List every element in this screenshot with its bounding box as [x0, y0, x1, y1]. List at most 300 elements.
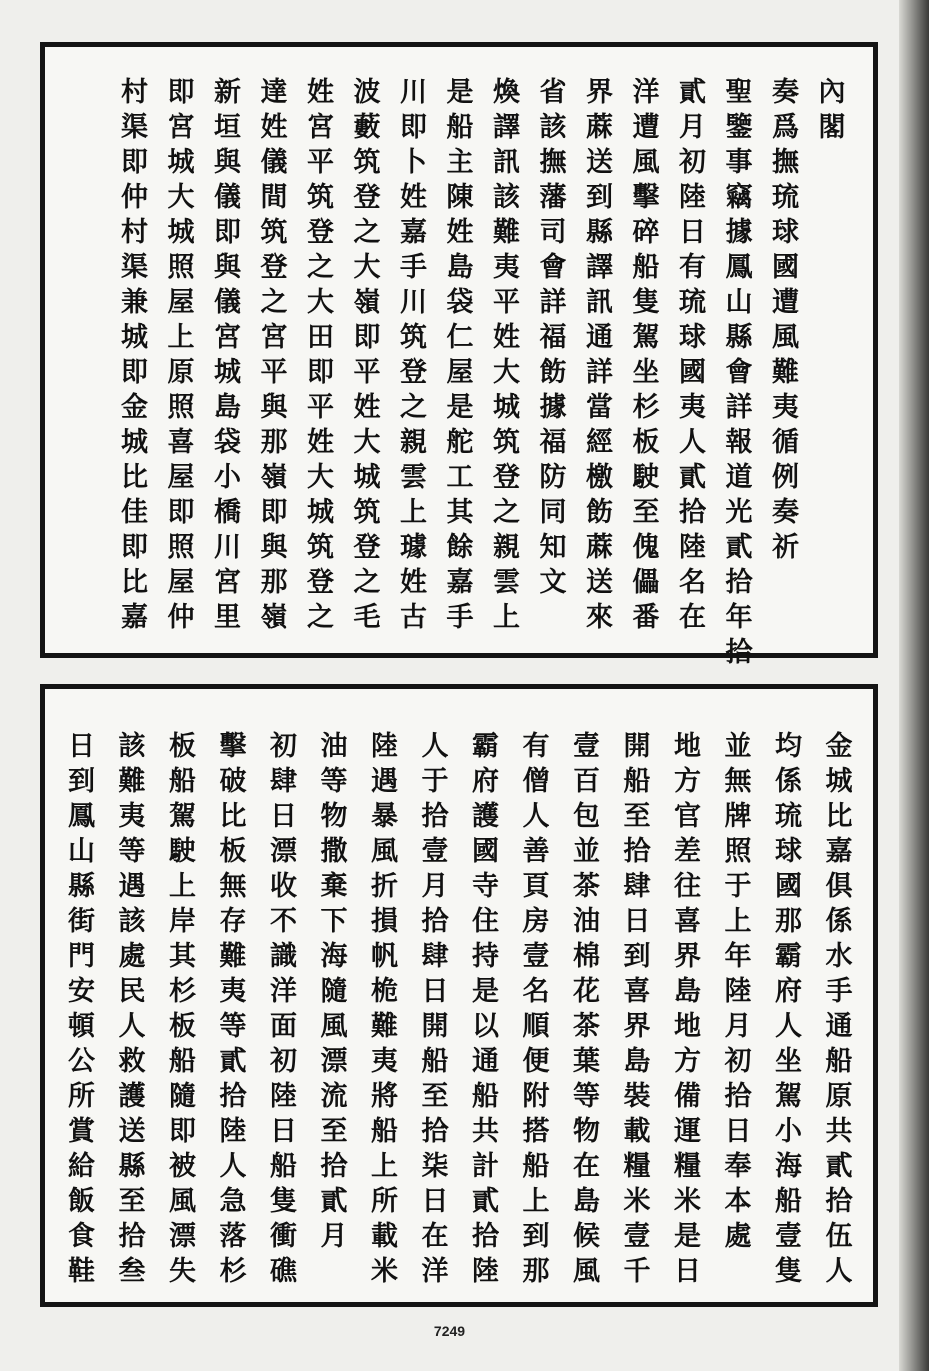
glyph: 隻: [775, 1256, 802, 1287]
glyph: 喜: [167, 427, 195, 458]
glyph: 手: [825, 976, 853, 1007]
text-column: [583, 75, 617, 635]
glyph: 煥: [493, 77, 520, 108]
glyph: 洋: [270, 976, 297, 1007]
glyph: 到: [623, 941, 651, 972]
glyph: 開: [623, 731, 651, 762]
glyph: 年: [725, 602, 753, 633]
glyph: 報: [725, 427, 753, 458]
glyph: 日: [68, 731, 95, 762]
glyph: 島: [214, 392, 241, 423]
glyph: 大: [493, 357, 520, 388]
glyph: 上: [522, 1186, 550, 1217]
glyph: 杉: [169, 976, 196, 1007]
glyph: 霸: [472, 731, 499, 762]
glyph: 上: [167, 322, 195, 353]
glyph: 府: [775, 976, 802, 1007]
text-column: [490, 75, 524, 635]
glyph: 筑: [353, 147, 381, 178]
glyph: 之: [493, 497, 520, 528]
glyph: 通: [825, 1011, 853, 1042]
glyph: 與: [260, 532, 288, 563]
glyph: 奉: [724, 1151, 752, 1182]
glyph: 那: [775, 906, 802, 937]
glyph: 筑: [353, 497, 381, 528]
text-column: [671, 729, 705, 1289]
glyph: 即: [353, 322, 381, 353]
glyph: 即: [121, 532, 148, 563]
glyph: 大: [353, 252, 381, 283]
glyph: 拾: [472, 1221, 499, 1252]
glyph: 福: [539, 427, 567, 458]
glyph: 該: [118, 731, 146, 762]
glyph: 縣: [725, 322, 753, 353]
glyph: 初: [679, 147, 706, 178]
glyph: 船: [522, 1151, 550, 1182]
glyph: 杉: [219, 1256, 247, 1287]
glyph: 等: [573, 1081, 600, 1112]
glyph: 所: [68, 1081, 95, 1112]
glyph: 貳: [320, 1186, 348, 1217]
glyph: 將: [371, 1081, 398, 1112]
glyph: 載: [371, 1221, 398, 1252]
glyph: 拾: [679, 497, 706, 528]
glyph: 日: [724, 1116, 752, 1147]
glyph: 姓: [307, 427, 334, 458]
text-column: [115, 729, 149, 1289]
glyph: 福: [539, 322, 567, 353]
glyph: 飭: [539, 357, 567, 388]
glyph: 頁: [522, 871, 550, 902]
glyph: 嘉: [825, 836, 853, 867]
glyph: 候: [573, 1221, 600, 1252]
glyph: 風: [320, 1011, 348, 1042]
glyph: 肆: [270, 766, 297, 797]
glyph: 壹: [421, 836, 449, 867]
glyph: 人: [775, 1011, 802, 1042]
glyph: 米: [674, 1186, 701, 1217]
text-column: [65, 729, 99, 1289]
glyph: 縣: [68, 871, 95, 902]
glyph: 落: [219, 1221, 247, 1252]
glyph: 平: [260, 357, 288, 388]
glyph: 筑: [307, 182, 334, 213]
glyph: 城: [121, 322, 148, 353]
glyph: 撫: [772, 147, 799, 178]
glyph: 府: [472, 766, 499, 797]
glyph: 手: [400, 252, 427, 283]
glyph: 擊: [219, 731, 247, 762]
glyph: 難: [371, 1011, 398, 1042]
glyph: 人: [118, 1011, 146, 1042]
text-column: [822, 729, 856, 1289]
glyph: 並: [573, 836, 600, 867]
glyph: 船: [472, 1081, 499, 1112]
text-column: [350, 75, 384, 635]
glyph: 與: [214, 252, 241, 283]
glyph: 係: [825, 906, 853, 937]
glyph: 姓: [493, 322, 520, 353]
glyph: 風: [772, 322, 799, 353]
glyph: 儀: [260, 147, 288, 178]
glyph: 番: [632, 602, 660, 633]
glyph: 會: [539, 252, 567, 283]
glyph: 山: [725, 287, 753, 318]
glyph: 嶺: [353, 287, 381, 318]
glyph: 遇: [371, 766, 398, 797]
glyph: 人: [825, 1256, 853, 1287]
glyph: 茶: [573, 871, 600, 902]
glyph: 陸: [270, 1081, 297, 1112]
glyph: 藩: [539, 182, 567, 213]
glyph: 譯: [493, 112, 520, 143]
glyph: 陸: [679, 182, 706, 213]
glyph: 間: [260, 182, 288, 213]
glyph: 宮: [307, 112, 334, 143]
glyph: 鞋: [68, 1256, 95, 1287]
text-column: [629, 75, 663, 635]
glyph: 訊: [586, 287, 613, 318]
glyph: 陸: [679, 532, 706, 563]
glyph: 月: [724, 1011, 752, 1042]
glyph: 壹: [775, 1221, 802, 1252]
text-column: [164, 75, 198, 635]
glyph: 比: [121, 462, 148, 493]
glyph: 肆: [623, 871, 651, 902]
glyph: 親: [400, 427, 427, 458]
glyph: 琉: [775, 801, 802, 832]
glyph: 隻: [632, 287, 660, 318]
glyph: 漂: [169, 1221, 196, 1252]
glyph: 山: [68, 836, 95, 867]
glyph: 仲: [167, 602, 195, 633]
glyph: 岸: [169, 906, 196, 937]
text-column: [676, 75, 710, 635]
glyph: 于: [421, 766, 449, 797]
glyph: 即: [260, 497, 288, 528]
glyph: 花: [573, 976, 600, 1007]
glyph: 名: [679, 567, 706, 598]
glyph: 板: [632, 427, 660, 458]
glyph: 即: [214, 217, 241, 248]
glyph: 來: [586, 602, 613, 633]
glyph: 陸: [472, 1256, 499, 1287]
glyph: 大: [307, 462, 334, 493]
glyph: 持: [472, 941, 499, 972]
glyph: 運: [674, 1116, 701, 1147]
glyph: 貳: [472, 1186, 499, 1217]
glyph: 糧: [623, 1151, 651, 1182]
glyph: 僧: [522, 766, 550, 797]
glyph: 米: [371, 1256, 398, 1287]
glyph: 大: [167, 182, 195, 213]
glyph: 屋: [167, 567, 195, 598]
glyph: 縣: [118, 1151, 146, 1182]
glyph: 鳳: [68, 801, 95, 832]
glyph: 拾: [725, 637, 753, 668]
glyph: 夷: [679, 392, 706, 423]
glyph: 登: [307, 567, 334, 598]
glyph: 姓: [260, 112, 288, 143]
glyph: 藪: [353, 112, 381, 143]
glyph: 夷: [493, 252, 520, 283]
glyph: 駕: [775, 1081, 802, 1112]
glyph: 是: [472, 976, 499, 1007]
glyph: 竊: [725, 182, 753, 213]
glyph: 登: [493, 462, 520, 493]
glyph: 在: [421, 1221, 449, 1252]
glyph: 通: [472, 1046, 499, 1077]
glyph: 垣: [214, 112, 241, 143]
glyph: 日: [623, 906, 651, 937]
glyph: 即: [121, 147, 148, 178]
glyph: 貳: [219, 1046, 247, 1077]
glyph: 叁: [118, 1256, 146, 1287]
glyph: 漂: [270, 836, 297, 867]
glyph: 到: [522, 1221, 550, 1252]
glyph: 順: [522, 1011, 550, 1042]
glyph: 至: [118, 1186, 146, 1217]
glyph: 國: [472, 836, 499, 867]
glyph: 屋: [167, 462, 195, 493]
glyph: 隨: [169, 1081, 196, 1112]
glyph: 界: [586, 77, 613, 108]
glyph: 喜: [623, 976, 651, 1007]
glyph: 照: [167, 532, 195, 563]
glyph: 人: [219, 1151, 247, 1182]
glyph: 往: [674, 871, 701, 902]
glyph: 便: [522, 1046, 550, 1077]
glyph: 國: [679, 357, 706, 388]
glyph: 葉: [573, 1046, 600, 1077]
glyph: 物: [320, 801, 348, 832]
glyph: 親: [493, 532, 520, 563]
glyph: 璩: [400, 532, 427, 563]
text-column: [257, 75, 291, 635]
glyph: 食: [68, 1221, 95, 1252]
glyph: 處: [724, 1221, 752, 1252]
glyph: 平: [493, 287, 520, 318]
text-column: [469, 729, 503, 1289]
glyph: 之: [307, 252, 334, 283]
glyph: 船: [825, 1046, 853, 1077]
glyph: 島: [623, 1046, 651, 1077]
glyph: 之: [353, 217, 381, 248]
glyph: 平: [307, 392, 334, 423]
glyph: 拾: [421, 1116, 449, 1147]
glyph: 油: [573, 906, 600, 937]
glyph: 急: [219, 1186, 247, 1217]
glyph: 等: [118, 836, 146, 867]
glyph: 譯: [586, 252, 613, 283]
glyph: 風: [632, 147, 660, 178]
glyph: 屋: [167, 287, 195, 318]
glyph: 以: [472, 1011, 499, 1042]
glyph: 之: [353, 567, 381, 598]
glyph: 事: [725, 147, 753, 178]
glyph: 貳: [679, 462, 706, 493]
glyph: 橋: [214, 497, 241, 528]
glyph: 肆: [421, 941, 449, 972]
glyph: 循: [772, 427, 799, 458]
glyph: 拾: [421, 801, 449, 832]
glyph: 寺: [472, 871, 499, 902]
glyph: 棄: [320, 871, 348, 902]
glyph: 據: [725, 217, 753, 248]
glyph: 霸: [775, 941, 802, 972]
glyph: 宮: [167, 112, 195, 143]
glyph: 儀: [214, 287, 241, 318]
text-column: [397, 75, 431, 635]
glyph: 蔴: [586, 532, 613, 563]
glyph: 米: [623, 1186, 651, 1217]
glyph: 即: [167, 497, 195, 528]
glyph: 田: [307, 322, 334, 353]
glyph: 板: [169, 1011, 196, 1042]
glyph: 城: [167, 147, 195, 178]
glyph: 拾: [725, 567, 753, 598]
glyph: 遭: [632, 112, 660, 143]
glyph: 原: [825, 1081, 853, 1112]
glyph: 船: [421, 1046, 449, 1077]
glyph: 不: [270, 906, 297, 937]
glyph: 喜: [674, 906, 701, 937]
glyph: 原: [167, 357, 195, 388]
glyph: 詳: [725, 392, 753, 423]
glyph: 比: [219, 801, 247, 832]
glyph: 開: [421, 1011, 449, 1042]
glyph: 難: [772, 357, 799, 388]
glyph: 界: [674, 941, 701, 972]
glyph: 船: [270, 1151, 297, 1182]
glyph: 小: [214, 462, 241, 493]
glyph: 至: [421, 1081, 449, 1112]
glyph: 城: [214, 357, 241, 388]
glyph: 防: [539, 462, 567, 493]
glyph: 在: [679, 602, 706, 633]
glyph: 那: [260, 567, 288, 598]
glyph: 駕: [169, 801, 196, 832]
glyph: 嘉: [446, 567, 474, 598]
text-column: [722, 75, 756, 670]
glyph: 日: [270, 801, 297, 832]
glyph: 城: [121, 427, 148, 458]
glyph: 省: [539, 77, 567, 108]
glyph: 該: [118, 906, 146, 937]
glyph: 給: [68, 1151, 95, 1182]
glyph: 茶: [573, 1011, 600, 1042]
glyph: 達: [260, 77, 288, 108]
glyph: 國: [775, 871, 802, 902]
glyph: 伍: [825, 1221, 853, 1252]
glyph: 安: [68, 976, 95, 1007]
glyph: 奏: [772, 497, 799, 528]
glyph: 海: [320, 941, 348, 972]
glyph: 拾: [623, 836, 651, 867]
glyph: 姓: [400, 567, 427, 598]
glyph: 同: [539, 497, 567, 528]
glyph: 俱: [825, 871, 853, 902]
glyph: 村: [121, 77, 148, 108]
glyph: 漂: [320, 1046, 348, 1077]
glyph: 金: [121, 392, 148, 423]
glyph: 衝: [270, 1221, 297, 1252]
glyph: 民: [118, 976, 146, 1007]
glyph: 上: [400, 497, 427, 528]
glyph: 陸: [724, 976, 752, 1007]
glyph: 上: [724, 906, 752, 937]
glyph: 共: [472, 1116, 499, 1147]
glyph: 識: [270, 941, 297, 972]
glyph: 公: [68, 1046, 95, 1077]
glyph: 船: [169, 766, 196, 797]
glyph: 月: [679, 112, 706, 143]
glyph: 嘉: [400, 217, 427, 248]
glyph: 平: [353, 357, 381, 388]
glyph: 宮: [214, 567, 241, 598]
glyph: 仁: [446, 322, 474, 353]
glyph: 城: [167, 217, 195, 248]
glyph: 城: [307, 497, 334, 528]
glyph: 難: [493, 217, 520, 248]
glyph: 存: [219, 906, 247, 937]
glyph: 月: [421, 871, 449, 902]
glyph: 夷: [118, 801, 146, 832]
glyph: 舵: [446, 427, 474, 458]
glyph: 即: [307, 357, 334, 388]
glyph: 無: [724, 766, 752, 797]
text-column: [772, 729, 806, 1289]
glyph: 年: [724, 941, 752, 972]
text-column: [317, 729, 351, 1254]
glyph: 儡: [632, 567, 660, 598]
glyph: 破: [219, 766, 247, 797]
glyph: 大: [307, 287, 334, 318]
glyph: 詳: [586, 357, 613, 388]
glyph: 其: [446, 497, 474, 528]
glyph: 那: [522, 1256, 550, 1287]
glyph: 島: [674, 976, 701, 1007]
glyph: 救: [118, 1046, 146, 1077]
glyph: 是: [446, 77, 474, 108]
glyph: 界: [623, 1011, 651, 1042]
glyph: 撫: [539, 147, 567, 178]
glyph: 均: [775, 731, 802, 762]
glyph: 縣: [586, 217, 613, 248]
glyph: 即: [167, 77, 195, 108]
text-column: [519, 729, 553, 1289]
glyph: 係: [775, 766, 802, 797]
glyph: 儀: [214, 182, 241, 213]
glyph: 登: [260, 252, 288, 283]
glyph: 祈: [772, 532, 799, 563]
text-column: [166, 729, 200, 1289]
text-column: [815, 75, 849, 145]
glyph: 傀: [632, 532, 660, 563]
glyph: 例: [772, 462, 799, 493]
glyph: 官: [674, 801, 701, 832]
glyph: 人: [522, 801, 550, 832]
glyph: 村: [121, 217, 148, 248]
glyph: 閣: [818, 112, 846, 143]
glyph: 手: [446, 602, 474, 633]
glyph: 嶺: [260, 602, 288, 633]
glyph: 善: [522, 836, 550, 867]
glyph: 遇: [118, 871, 146, 902]
glyph: 筑: [307, 532, 334, 563]
glyph: 方: [674, 1046, 701, 1077]
glyph: 與: [214, 147, 241, 178]
